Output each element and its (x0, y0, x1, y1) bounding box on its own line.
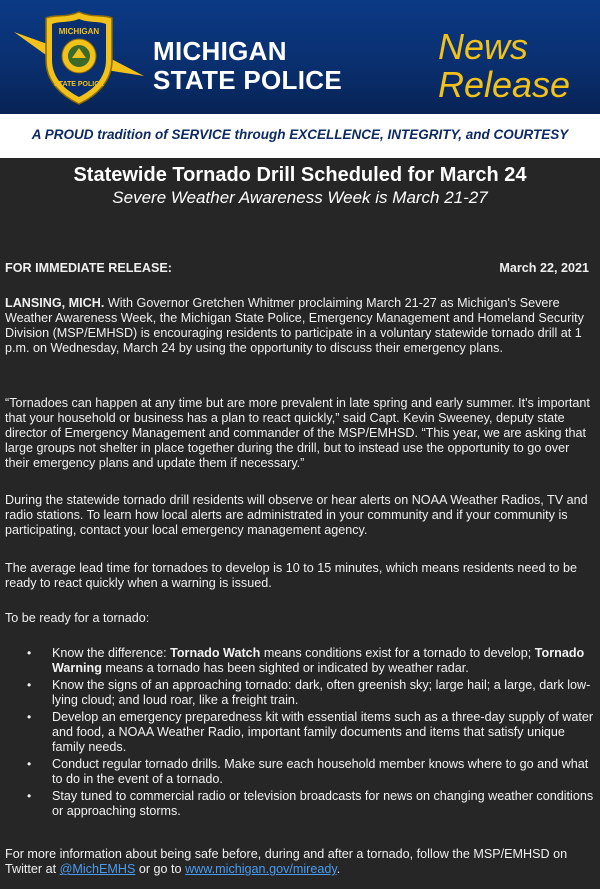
header-banner (0, 0, 600, 120)
miready-link[interactable]: www.michigan.gov/miready (185, 862, 337, 876)
list-item: • Know the signs of an approaching tornado: dark, often greenish sky; large hail; a large, dark low-lying cloud; and loud roar, like a freight train. (27, 678, 591, 707)
release-label: FOR IMMEDIATE RELEASE: (5, 261, 172, 275)
tornado-watch-term: Tornado Watch (170, 646, 261, 660)
badge-icon (14, 10, 144, 108)
list-item: • Know the difference: Tornado Watch means conditions exist for a tornado to develop; Tornado Warning means a tornado has been sighted or indicated by weather radar. (27, 646, 585, 675)
footer-paragraph: For more information about being safe before, during and after a tornado, follow the MSP/EMHSD on Twitter at @MichEMHS or go to www.michigan.gov/miready. (5, 847, 568, 876)
tornado-tips-list (5, 646, 595, 821)
dateline: LANSING, MICH. (5, 296, 105, 310)
twitter-link[interactable]: @MichEMHS (59, 862, 136, 876)
bullet-icon: • (27, 678, 32, 692)
msp-badge-logo (14, 10, 144, 108)
bullet-icon: • (27, 757, 32, 771)
news-release-line1: News (438, 26, 529, 67)
org-name-line2: STATE POLICE (153, 65, 342, 95)
paragraph-1-text: With Governor Gretchen Whitmer proclaiming March 21-27 as Michigan's Severe Weather Awareness Week, the Michigan State Police, Emergency Management and Homeland Security Division (MSP/EMHSD) is encouraging residents to participate in a voluntary statewide tornado drill at 1 p.m. on Wednesday, March 24 by using the opportunity to discuss their emergency plans. (5, 296, 584, 355)
tornado-warning-term: Tornado Warning (52, 646, 585, 675)
list-item: • Conduct regular tornado drills. Make sure each household member knows where to go and what to do in the event of a tornado. (27, 757, 589, 786)
tagline: A PROUD tradition of SERVICE through EXCELLENCE, INTEGRITY, and COURTESY (31, 127, 569, 142)
bullet-icon: • (27, 646, 32, 660)
release-date: March 22, 2021 (499, 261, 589, 275)
article-subtitle: Severe Weather Awareness Week is March 21-27 (112, 188, 488, 207)
org-name (153, 37, 342, 95)
paragraph-2: “Tornadoes can happen at any time but are more prevalent in late spring and early summer. It's important that your household or business has a plan to react quickly,” said Capt. Kevin Sweeney, deputy state director of Emergency Management and commander of the MSP/EMHSD. “This year, we are asking that large groups not shelter in place together during the drill, but to instead use the opportunity to go over their emergency plans and update them if necessary.” (5, 396, 590, 470)
badge-top-text: MICHIGAN (58, 27, 100, 36)
badge-bottom-text: STATE POLICE (54, 81, 104, 88)
paragraph-3: During the statewide tornado drill residents will observe or hear alerts on NOAA Weather Radios, TV and radio stations. To learn how local alerts are administrated in your community and if your community is participating, contact your local emergency management agency. (5, 493, 588, 537)
news-release-label (438, 28, 570, 104)
list-item: • Stay tuned to commercial radio or television broadcasts for news on changing weather conditions or approaching storms. (27, 789, 594, 818)
news-release-line2: Release (438, 64, 571, 105)
bullet-icon: • (27, 789, 32, 803)
paragraph-4: The average lead time for tornadoes to develop is 10 to 15 minutes, which means residents need to be ready to react quickly when a warning is issued. (5, 561, 577, 590)
bullet-icon: • (27, 710, 32, 724)
org-name-line1: MICHIGAN (153, 36, 287, 66)
article-title: Statewide Tornado Drill Scheduled for March 24 (73, 164, 527, 186)
paragraph-1 (5, 296, 591, 356)
paragraph-5: To be ready for a tornado: (5, 611, 150, 625)
list-item: • Develop an emergency preparedness kit with essential items such as a three-day supply of water and food, a NOAA Weather Radio, important family documents and items that satisfy unique family needs. (27, 710, 594, 754)
